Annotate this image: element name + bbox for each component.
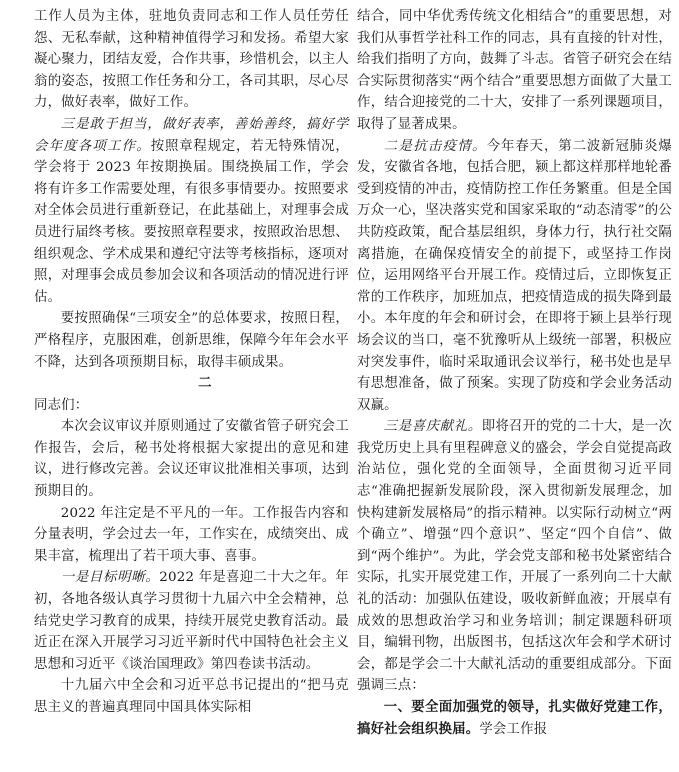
left-column — [34, 6, 349, 719]
point-heading: 二是抗击疫情。 — [383, 138, 487, 154]
paragraph: 要按照确保“三项安全”的总体要求，按照日程，严格程序，克服困难，创新思维，保障今年年会水平不降，达到各项预期目标，取得丰硕成果。 — [34, 311, 349, 370]
paragraph — [34, 567, 349, 675]
paragraph-body: 2022 年是喜迎二十大之年。年初，各地各级认真学习贯彻十九届六中全会精神，总结党史学习教育的成果，持续开展党史教育活动。最近正在深入开展学习习近平新时代中国特色社会主义思想和习近平《谈治国理政》第四卷读书活动。 — [34, 570, 349, 672]
paragraph: 工作人员为主体，驻地负责同志和工作人员任劳任怨、无私奉献，这种精神值得学习和发扬。希望大家凝心聚力，团结友爱，合作共事，珍惜机会，以主人翁的姿态，按照工作任务和分工，各司其职，尽心尽力，做好表率，做好工作。 — [34, 9, 349, 111]
paragraph-body: 按照章程规定，若无特殊情况，学会将于 2023 年按期换届。围绕换届工作，学会将有许多工作需要处理，有很多事情要办。按照要求对全体会员进行重新登记，在此基础上，对理事会成员进行届终考核。要按照章程要求，按照政治思想、组织观念、学术成果和遵纪守法等考核指标，逐项对照，对理事会成员参加会议和各项活动的情况进行评估。 — [34, 138, 349, 305]
paragraph-body: 今年春天，第二波新冠肺炎爆发，安徽省各地，包括合肥，颍上都这样那样地轮番受到疫情的冲击，疫情防控工作任务繁重。但是全国万众一心，坚决落实党和国家采取的“动态清零”的公共防疫政策，配合基层组织，身体力行，执行社交隔离措施，在确保疫情安全的前提下，或坚持工作岗位，运用网络平台开展工作。疫情过后，立即恢复正常的工作秩序，加班加点，把疫情造成的损失降到最小。本年度的年会和研讨会，在即将于颍上县举行现场会议的当口，毫不犹豫听从上级统一部署，积极应对突发事件，临时采取通讯会议举行，秘书处也是早有思想准备，做了预案。实现了防疫和学会业务活动双赢。 — [357, 138, 672, 413]
paragraph: 本次会议审议并原则通过了安徽省管子研究会工作报告，会后，秘书处将根据大家提出的意见和建议，进行修改完善。会议还审议批准相关事项，达到预期目的。 — [34, 419, 349, 500]
point-heading: 一是目标明晰。 — [60, 570, 160, 586]
paragraph — [34, 114, 349, 308]
paragraph-body: 即将召开的党的二十大，是一次我党历史上具有里程碑意义的盛会，学会自觉提高政治站位，强化党的全面领导，全面贯彻习近平同志“准确把握新发展阶段，深入贯彻新发展理念，加快构建新发展格局”的指示精神。以实际行动树立“两个确立”、增强“四个意识”、坚定“四个自信”、做到“两个维护”。为此，学会党支部和秘书处紧密结合实际，扎实开展党建工作，开展了一系列向二十大献礼的活动：加强队伍建设，吸收新鲜血液；开展卓有成效的思想政治学习和业务培训；制定课题科研项目，编辑刊物，出版图书，包括这次年会和学术研讨会，都是学会二十大献礼活动的重要组成部分。下面强调三点： — [357, 419, 673, 694]
paragraph — [357, 697, 672, 740]
paragraph: 2022 年注定是不平凡的一年。工作报告内容和分量表明，学会过去一年，工作实在，成绩突出、成果丰富，梳理出了若干项大事、喜事。 — [34, 505, 349, 564]
point-heading: 三是敢于担当，做好表率，善始善终，搞好学会年度各项工作。 — [34, 116, 349, 154]
paragraph: 十九届六中全会和习近平总书记提出的“把马克思主义的普遍真理同中国具体实际相 — [34, 678, 349, 715]
section-heading: 二 — [198, 375, 212, 392]
point-heading: 一、要全面加强党的领导，扎实做好党建工作，搞好社会组织换届。 — [357, 699, 672, 737]
point-heading: 三是喜庆献礼。 — [383, 419, 482, 435]
right-column — [357, 6, 672, 740]
paragraph: 结合，同中华优秀传统文化相结合”的重要思想，对我们从事哲学社科工作的同志，具有直接的针对性，给我们指明了方向，鼓舞了斗志。省管子研究会在结合实际贯彻落实“两个结合”重要思想方面做了大量工作，结合迎接党的二十大，安排了一系列课题项目，取得了显著成果。 — [357, 9, 672, 132]
paragraph-body: 学会工作报 — [479, 721, 548, 737]
paragraph — [357, 416, 672, 697]
paragraph — [357, 136, 672, 417]
salutation: 同志们： — [34, 397, 89, 413]
